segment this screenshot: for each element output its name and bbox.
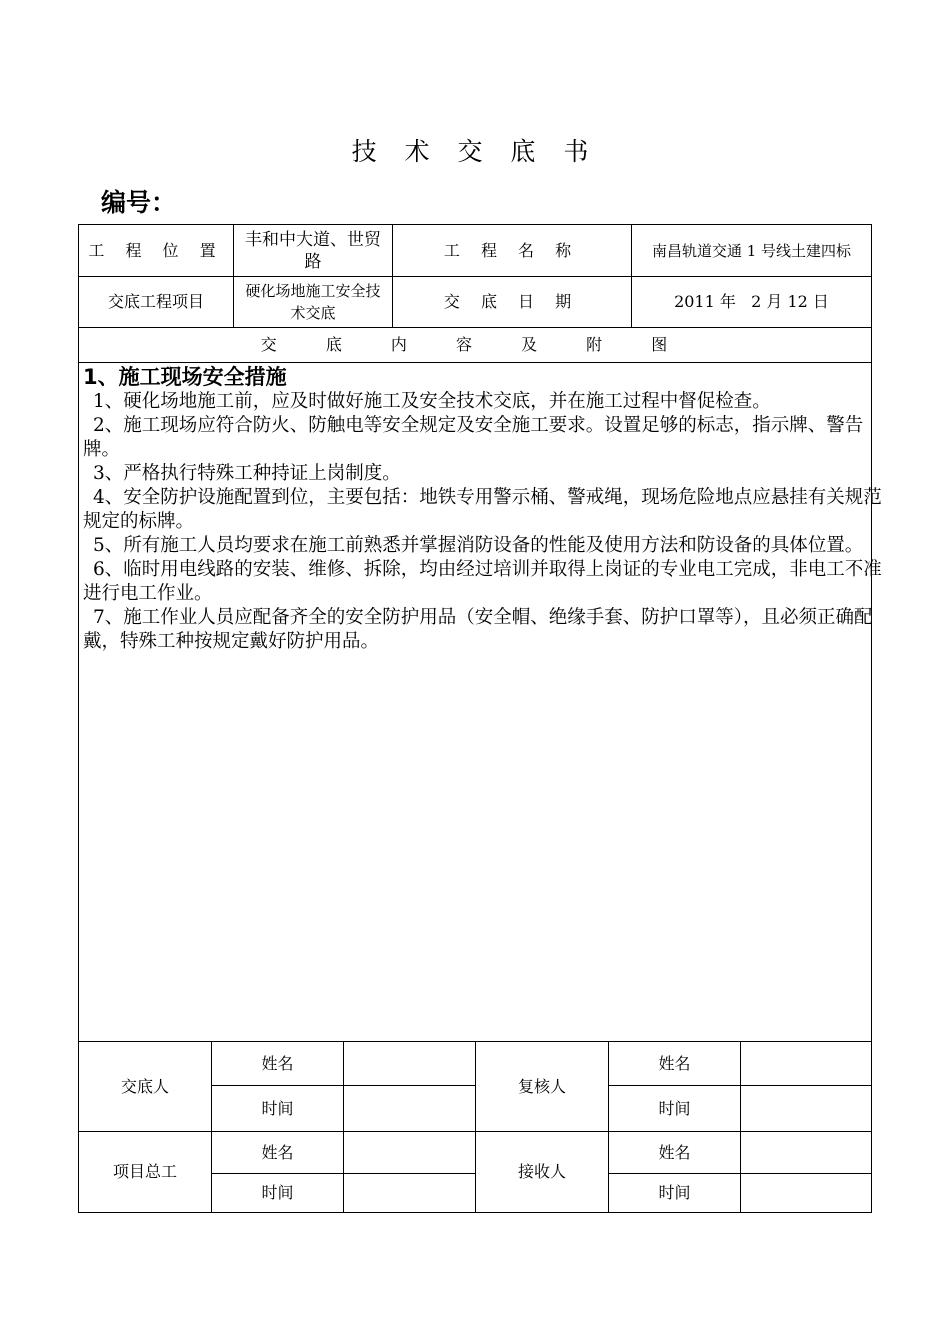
disclosure-item-label: 交底工程项目 [107,292,204,311]
project-name-label: 工 程 名 称 [443,240,580,260]
chief-engineer-label: 项目总工 [112,1162,177,1181]
disclosure-item-value: 硬化场地施工安全技术交底 [245,282,381,322]
discloser-name-field[interactable] [344,1042,475,1085]
chief-engineer-name-label: 姓名 [261,1142,294,1162]
chief-engineer-name-field[interactable] [344,1132,475,1173]
disclosure-content [83,364,898,654]
reviewer-time-label: 时间 [658,1098,691,1118]
content-paragraph: 1、硬化场地施工前，应及时做好施工及安全技术交底，并在施工过程中督促检查。 [93,391,771,412]
content-paragraph: 6、临时用电线路的安装、维修、拆除，均由经过培训并取得上岗证的专业电工完成，非电工不准进行电工作业。 [83,559,882,604]
reviewer-label: 复核人 [517,1076,566,1096]
discloser-time-field[interactable] [344,1086,475,1131]
disclosure-date-value: 2011 年 2 月 12 日 [674,292,829,311]
receiver-time-field[interactable] [741,1174,871,1212]
project-location-value: 丰和中大道、世贸路 [245,229,381,272]
document-number-label: 编号： [101,188,177,217]
content-paragraph: 3、严格执行特殊工种持证上岗制度。 [93,463,401,484]
receiver-label: 接收人 [517,1162,566,1181]
content-section-header: 交 底 内 容 及 附 图 [260,335,690,354]
disclosure-date-label: 交 底 日 期 [443,292,580,311]
column-divider [233,225,234,327]
reviewer-name-field[interactable] [741,1042,871,1085]
content-paragraph: 5、所有施工人员均要求在施工前熟悉并掌握消防设备的性能及使用方法和防设备的具体位置。 [93,535,864,556]
content-heading: 1、施工现场安全措施 [83,365,287,389]
chief-engineer-time-label: 时间 [261,1183,294,1202]
discloser-label: 交底人 [120,1076,169,1096]
discloser-time-label: 时间 [261,1098,294,1118]
project-name-value: 南昌轨道交通 1 号线土建四标 [651,241,852,260]
reviewer-time-field[interactable] [741,1086,871,1131]
content-paragraph: 7、施工作业人员应配备齐全的安全防护用品（安全帽、绝缘手套、防护口罩等），且必须正确配戴，特殊工种按规定戴好防护用品。 [83,607,873,652]
receiver-name-label: 姓名 [658,1142,691,1162]
reviewer-name-label: 姓名 [658,1053,691,1073]
receiver-time-label: 时间 [658,1183,691,1202]
project-location-label: 工 程 位 置 [88,240,224,260]
content-paragraph: 2、施工现场应符合防火、防触电等安全规定及安全施工要求。设置足够的标志，指示牌、警告牌。 [83,415,864,460]
content-paragraph: 4、安全防护设施配置到位，主要包括：地铁专用警示桶、警戒绳，现场危险地点应悬挂有关规范规定的标牌。 [83,487,882,532]
chief-engineer-time-field[interactable] [344,1174,475,1212]
receiver-name-field[interactable] [741,1132,871,1173]
document-title: 技 术 交 底 书 [351,137,599,166]
row-divider [79,362,871,363]
discloser-name-label: 姓名 [261,1053,294,1073]
